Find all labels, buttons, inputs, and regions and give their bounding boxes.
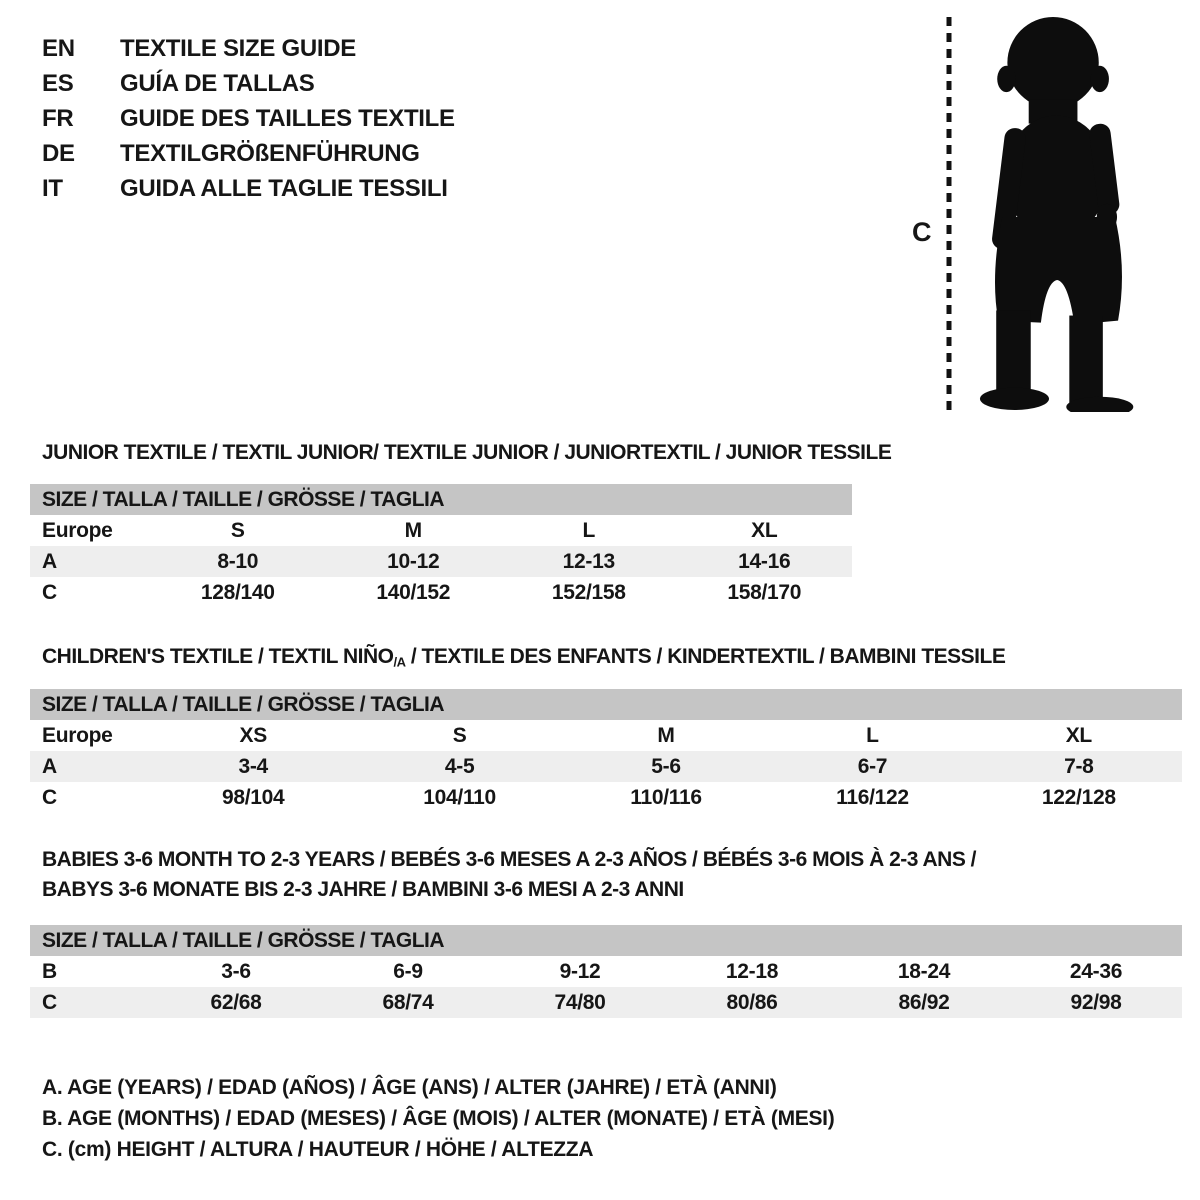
table-row-age — [30, 751, 1182, 782]
language-row-fr — [42, 101, 455, 136]
size-cell: S — [230, 518, 245, 542]
language-title-block — [42, 31, 455, 206]
height-cell: 122/128 — [1041, 785, 1116, 809]
size-cell: L — [582, 518, 596, 542]
children-title-subscript: /A — [393, 654, 406, 670]
size-cell: M — [404, 518, 422, 542]
junior-section-title: JUNIOR TEXTILE / TEXTIL JUNIOR/ TEXTILE JUNIOR / JUNIORTEXTIL / JUNIOR TESSILE — [42, 441, 892, 464]
row-label: A — [42, 754, 57, 778]
height-cell: 116/122 — [836, 785, 909, 809]
row-label: C — [42, 785, 57, 809]
page-title-fr: GUIDE DES TAILLES TEXTILE — [120, 104, 455, 132]
language-code: ES — [42, 69, 74, 97]
table-row-height — [30, 782, 1182, 813]
row-label: C — [42, 990, 57, 1014]
children-size-table — [30, 689, 1182, 813]
age-cell: 4-5 — [444, 754, 475, 778]
row-label: C — [42, 580, 57, 604]
language-row-en — [42, 31, 455, 66]
table-row-age-months — [30, 956, 1182, 987]
age-cell: 8-10 — [217, 549, 259, 573]
page-title-de: TEXTILGRÖßENFÜHRUNG — [120, 139, 420, 167]
size-cell: S — [452, 723, 467, 747]
row-label: A — [42, 549, 57, 573]
babies-title-line1: BABIES 3-6 MONTH TO 2-3 YEARS / BEBÉS 3-6 MESES A 2-3 AÑOS / BÉBÉS 3-6 MOIS À 2-3 ANS / — [42, 848, 977, 871]
language-row-it — [42, 171, 455, 206]
size-table-header: SIZE / TALLA / TAILLE / GRÖSSE / TAGLIA — [30, 689, 1182, 720]
children-section-title — [42, 645, 1005, 670]
age-cell: 6-7 — [857, 754, 888, 778]
age-cell: 6-9 — [393, 959, 423, 983]
height-cell: 92/98 — [1070, 990, 1122, 1014]
height-cell: 104/110 — [423, 785, 496, 809]
measure-legend — [42, 1072, 834, 1165]
height-cell: 152/158 — [551, 580, 626, 604]
height-cell: 158/170 — [727, 580, 802, 604]
age-cell: 14-16 — [738, 549, 791, 573]
height-cell: 128/140 — [200, 580, 275, 604]
height-cell: 110/116 — [630, 785, 702, 809]
age-cell: 3-6 — [221, 959, 251, 983]
height-cell: 80/86 — [726, 990, 778, 1014]
language-code: EN — [42, 34, 75, 62]
children-title-rest: / TEXTILE DES ENFANTS / KINDERTEXTIL / BAMBINI TESSILE — [405, 645, 1006, 668]
legend-line-c: C. (cm) HEIGHT / ALTURA / HAUTEUR / HÖHE / ALTEZZA — [42, 1137, 594, 1161]
table-row-height — [30, 987, 1182, 1018]
height-cell: 140/152 — [376, 580, 451, 604]
page-title-en: TEXTILE SIZE GUIDE — [120, 34, 356, 62]
table-row-height — [30, 577, 852, 608]
language-code: FR — [42, 104, 74, 132]
height-cell: 74/80 — [554, 990, 606, 1014]
size-cell: XS — [239, 723, 267, 747]
age-cell: 9-12 — [559, 959, 601, 983]
row-label: Europe — [42, 723, 113, 747]
height-cell: 86/92 — [898, 990, 950, 1014]
row-label: B — [42, 959, 57, 983]
size-table-header: SIZE / TALLA / TAILLE / GRÖSSE / TAGLIA — [30, 484, 852, 515]
page-title-it: GUIDA ALLE TAGLIE TESSILI — [120, 174, 448, 202]
language-row-es — [42, 66, 455, 101]
height-measure-label: C — [912, 217, 932, 247]
page-title-es: GUÍA DE TALLAS — [120, 69, 315, 97]
legend-line-a: A. AGE (YEARS) / EDAD (AÑOS) / ÂGE (ANS) / ALTER (JAHRE) / ETÀ (ANNI) — [42, 1075, 777, 1099]
age-cell: 5-6 — [651, 754, 681, 778]
language-row-de — [42, 136, 455, 171]
baby-silhouette-icon — [960, 16, 1136, 412]
children-title-main: CHILDREN'S TEXTILE / TEXTIL NIÑO — [42, 645, 394, 668]
dashed-height-line-icon — [944, 17, 954, 417]
age-cell: 3-4 — [238, 754, 268, 778]
age-cell: 24-36 — [1069, 959, 1123, 983]
babies-size-table — [30, 925, 1182, 1018]
age-cell: 7-8 — [1064, 754, 1094, 778]
height-cell: 68/74 — [382, 990, 434, 1014]
legend-line-b: B. AGE (MONTHS) / EDAD (MESES) / ÂGE (MOIS) / ALTER (MONATE) / ETÀ (MESI) — [42, 1106, 835, 1130]
babies-title-line2: BABYS 3-6 MONATE BIS 2-3 JAHRE / BAMBINI 3-6 MESI A 2-3 ANNI — [42, 878, 684, 901]
age-cell: 12-18 — [725, 959, 779, 983]
size-cell: L — [866, 723, 879, 747]
height-cell: 62/68 — [210, 990, 262, 1014]
age-cell: 18-24 — [897, 959, 951, 983]
language-code: DE — [42, 139, 75, 167]
height-cell: 98/104 — [221, 785, 285, 809]
language-code: IT — [42, 174, 63, 202]
table-row-europe — [30, 720, 1182, 751]
age-cell: 10-12 — [387, 549, 440, 573]
size-cell: M — [657, 723, 675, 747]
row-label: Europe — [42, 518, 113, 542]
table-row-europe — [30, 515, 852, 546]
age-cell: 12-13 — [562, 549, 615, 573]
junior-size-table — [30, 484, 852, 608]
babies-section-title — [42, 845, 976, 905]
size-cell: XL — [1065, 723, 1092, 747]
size-table-header: SIZE / TALLA / TAILLE / GRÖSSE / TAGLIA — [30, 925, 1182, 956]
table-row-age — [30, 546, 852, 577]
size-cell: XL — [751, 518, 778, 542]
